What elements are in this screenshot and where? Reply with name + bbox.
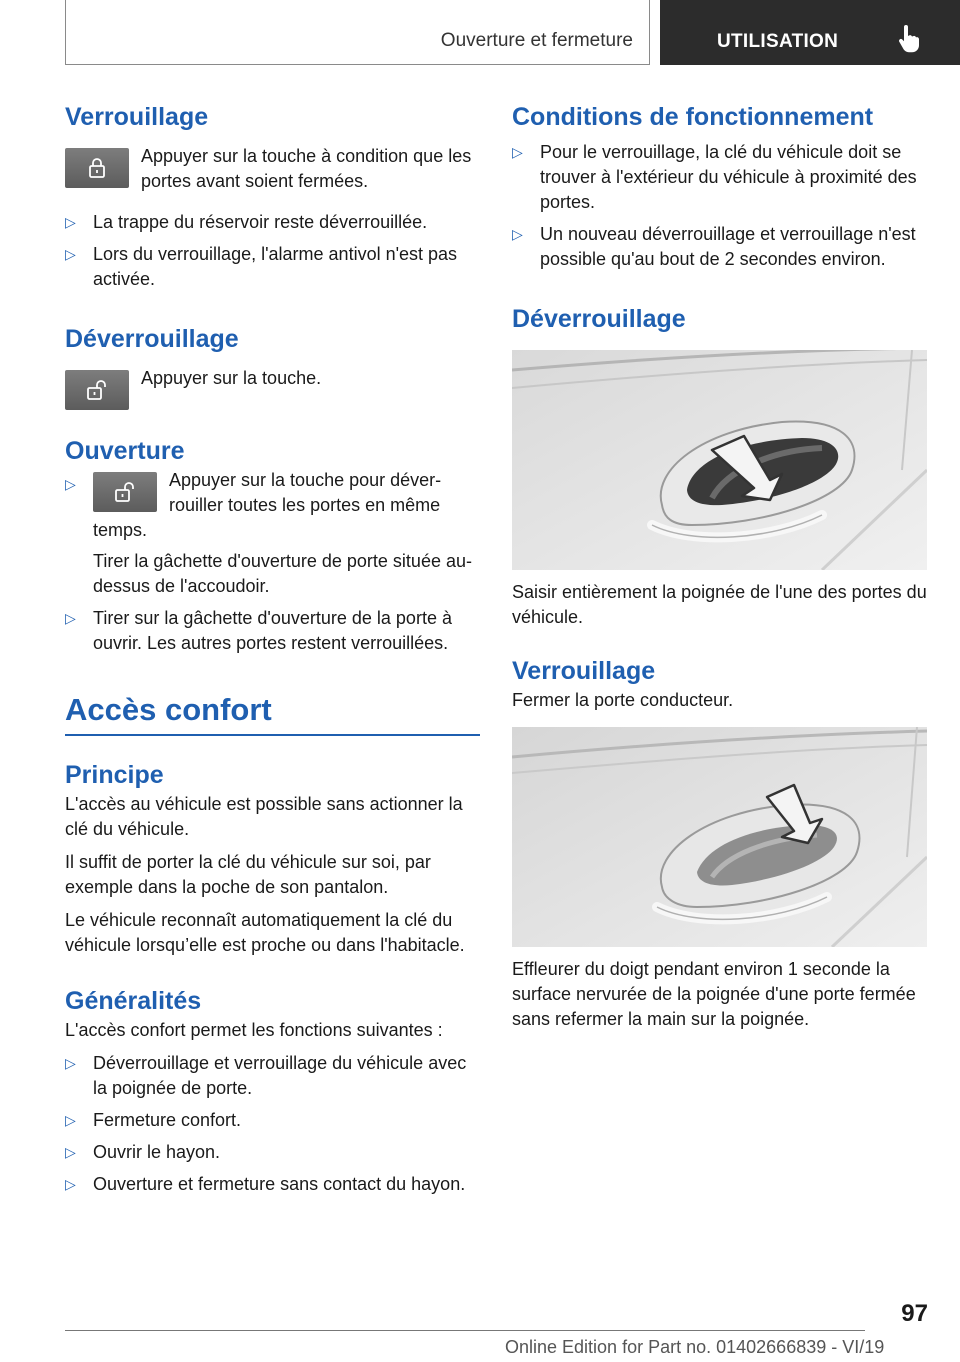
- door-handle-grip-photo: [512, 350, 927, 570]
- list-item-text: Déverrouillage et verrouillage du véhicule avec la poignée de porte.: [93, 1052, 467, 1098]
- paragraph: Il suffit de porter la clé du véhicule sur soi, par exemple dans la poche de son pantalon.: [65, 851, 431, 897]
- heading-lock: Verrouillage: [65, 103, 209, 131]
- heading-unlock: Déverrouillage: [65, 325, 239, 353]
- list-item: [65, 1172, 480, 1197]
- door-handle-touch-photo: [512, 727, 927, 947]
- list-item: [65, 1108, 480, 1133]
- unlock-button-image: [93, 472, 157, 512]
- bullet-arrow-icon: ▷: [65, 610, 76, 626]
- chapter-tab: [660, 0, 960, 65]
- list-item-text: Un nouveau déverrouillage et verrouillage n'est possible qu'au bout de 2 secondes environ.: [540, 224, 916, 269]
- list-item: [65, 472, 480, 599]
- list-item-text: La trappe du réservoir reste déverrouillée.: [93, 212, 428, 232]
- heading-unlock-right: Déverrouillage: [512, 305, 686, 333]
- paragraph: L'accès confort permet les fonctions suivantes :: [65, 1019, 443, 1040]
- photo-caption: Effleurer du doigt pendant environ 1 seconde la surface nervurée de la poignée d'une porte fermée sans refermer la main sur la poignée.: [512, 959, 916, 1029]
- section-title: Ouverture et fermeture: [440, 30, 633, 51]
- heading-principle: Principe: [65, 760, 164, 789]
- unlock-icon: [115, 481, 137, 503]
- bullet-arrow-icon: ▷: [65, 1054, 76, 1071]
- list-item: [65, 1051, 480, 1101]
- list-item: [65, 210, 480, 235]
- door-handle-touch-illustration: [512, 727, 927, 947]
- list-item-text: Ouvrir le hayon.: [93, 1141, 221, 1162]
- heading-opening: Ouverture: [65, 437, 185, 465]
- list-item-text: Appuyer sur la touche pour déverrouiller toutes les portes en même: [169, 470, 442, 515]
- bullet-arrow-icon: ▷: [65, 1143, 76, 1160]
- unlock-instruction: Appuyer sur la touche.: [141, 368, 322, 388]
- unlock-button-image: [65, 370, 129, 410]
- door-handle-grip-illustration: [512, 350, 927, 570]
- chapter-heading: Accès confort: [65, 692, 272, 727]
- bullet-arrow-icon: ▷: [512, 226, 523, 242]
- list-item-paragraph: Tirer la gâchette d'ouverture de porte située au-dessus de l'accoudoir.: [93, 551, 472, 596]
- lock-key-row: [65, 148, 480, 194]
- unlock-icon: [87, 379, 109, 401]
- list-item-text: Tirer sur la gâchette d'ouverture de la porte à ouvrir. Les autres portes restent verrouillées.: [93, 608, 452, 653]
- list-item: [65, 242, 480, 292]
- photo-caption: Saisir entièrement la poignée de l'une des portes du véhicule.: [512, 582, 927, 627]
- chapter-rule: [65, 734, 480, 736]
- lock-button-image: [65, 148, 129, 188]
- right-column: [512, 100, 927, 1032]
- footer-rule: [65, 1330, 865, 1331]
- list-item-text: Pour le verrouillage, la clé du véhicule doit se trouver à l'extérieur du véhicule à proximité des portes.: [540, 142, 917, 212]
- running-header: [65, 0, 650, 65]
- bullet-arrow-icon: ▷: [512, 144, 523, 160]
- list-item-text: Fermeture confort.: [93, 1109, 242, 1130]
- list-item-text: temps.: [93, 520, 148, 540]
- bullet-arrow-icon: ▷: [65, 1175, 76, 1192]
- list-item: [512, 222, 927, 272]
- unlock-key-row: [93, 472, 480, 518]
- unlock-key-row: [65, 370, 480, 410]
- list-item: [65, 1140, 480, 1165]
- list-item: [512, 140, 927, 215]
- edition-note: Online Edition for Part no. 01402666839 - VI/19: [505, 1337, 885, 1357]
- heading-general: Généralités: [65, 986, 202, 1015]
- bullet-arrow-icon: ▷: [65, 1111, 76, 1128]
- heading-lock-right: Verrouillage: [512, 657, 656, 685]
- bullet-arrow-icon: ▷: [65, 476, 76, 492]
- left-column: [65, 100, 480, 1197]
- paragraph: L'accès au véhicule est possible sans actionner la clé du véhicule.: [65, 793, 463, 839]
- lock-instruction: Appuyer sur la touche à condition que les portes avant soient fermées.: [141, 146, 472, 191]
- heading-conditions: Conditions de fonctionnement: [512, 103, 874, 131]
- page-number: 97: [901, 1300, 928, 1327]
- bullet-arrow-icon: ▷: [65, 246, 76, 262]
- paragraph: Fermer la porte conducteur.: [512, 690, 734, 710]
- chapter-tab-label: UTILISATION: [717, 31, 839, 52]
- list-item-text: Ouverture et fermeture sans contact du hayon.: [93, 1173, 466, 1194]
- paragraph: Le véhicule reconnaît automatiquement la clé du véhicule lorsqu’elle est proche ou dans l'habitacle.: [65, 909, 465, 955]
- list-item: [65, 606, 480, 656]
- list-item-text: Lors du verrouillage, l'alarme antivol n'est pas activée.: [93, 244, 458, 289]
- bullet-arrow-icon: ▷: [65, 214, 76, 230]
- pointing-hand-icon: [898, 25, 920, 53]
- lock-icon: [87, 157, 107, 179]
